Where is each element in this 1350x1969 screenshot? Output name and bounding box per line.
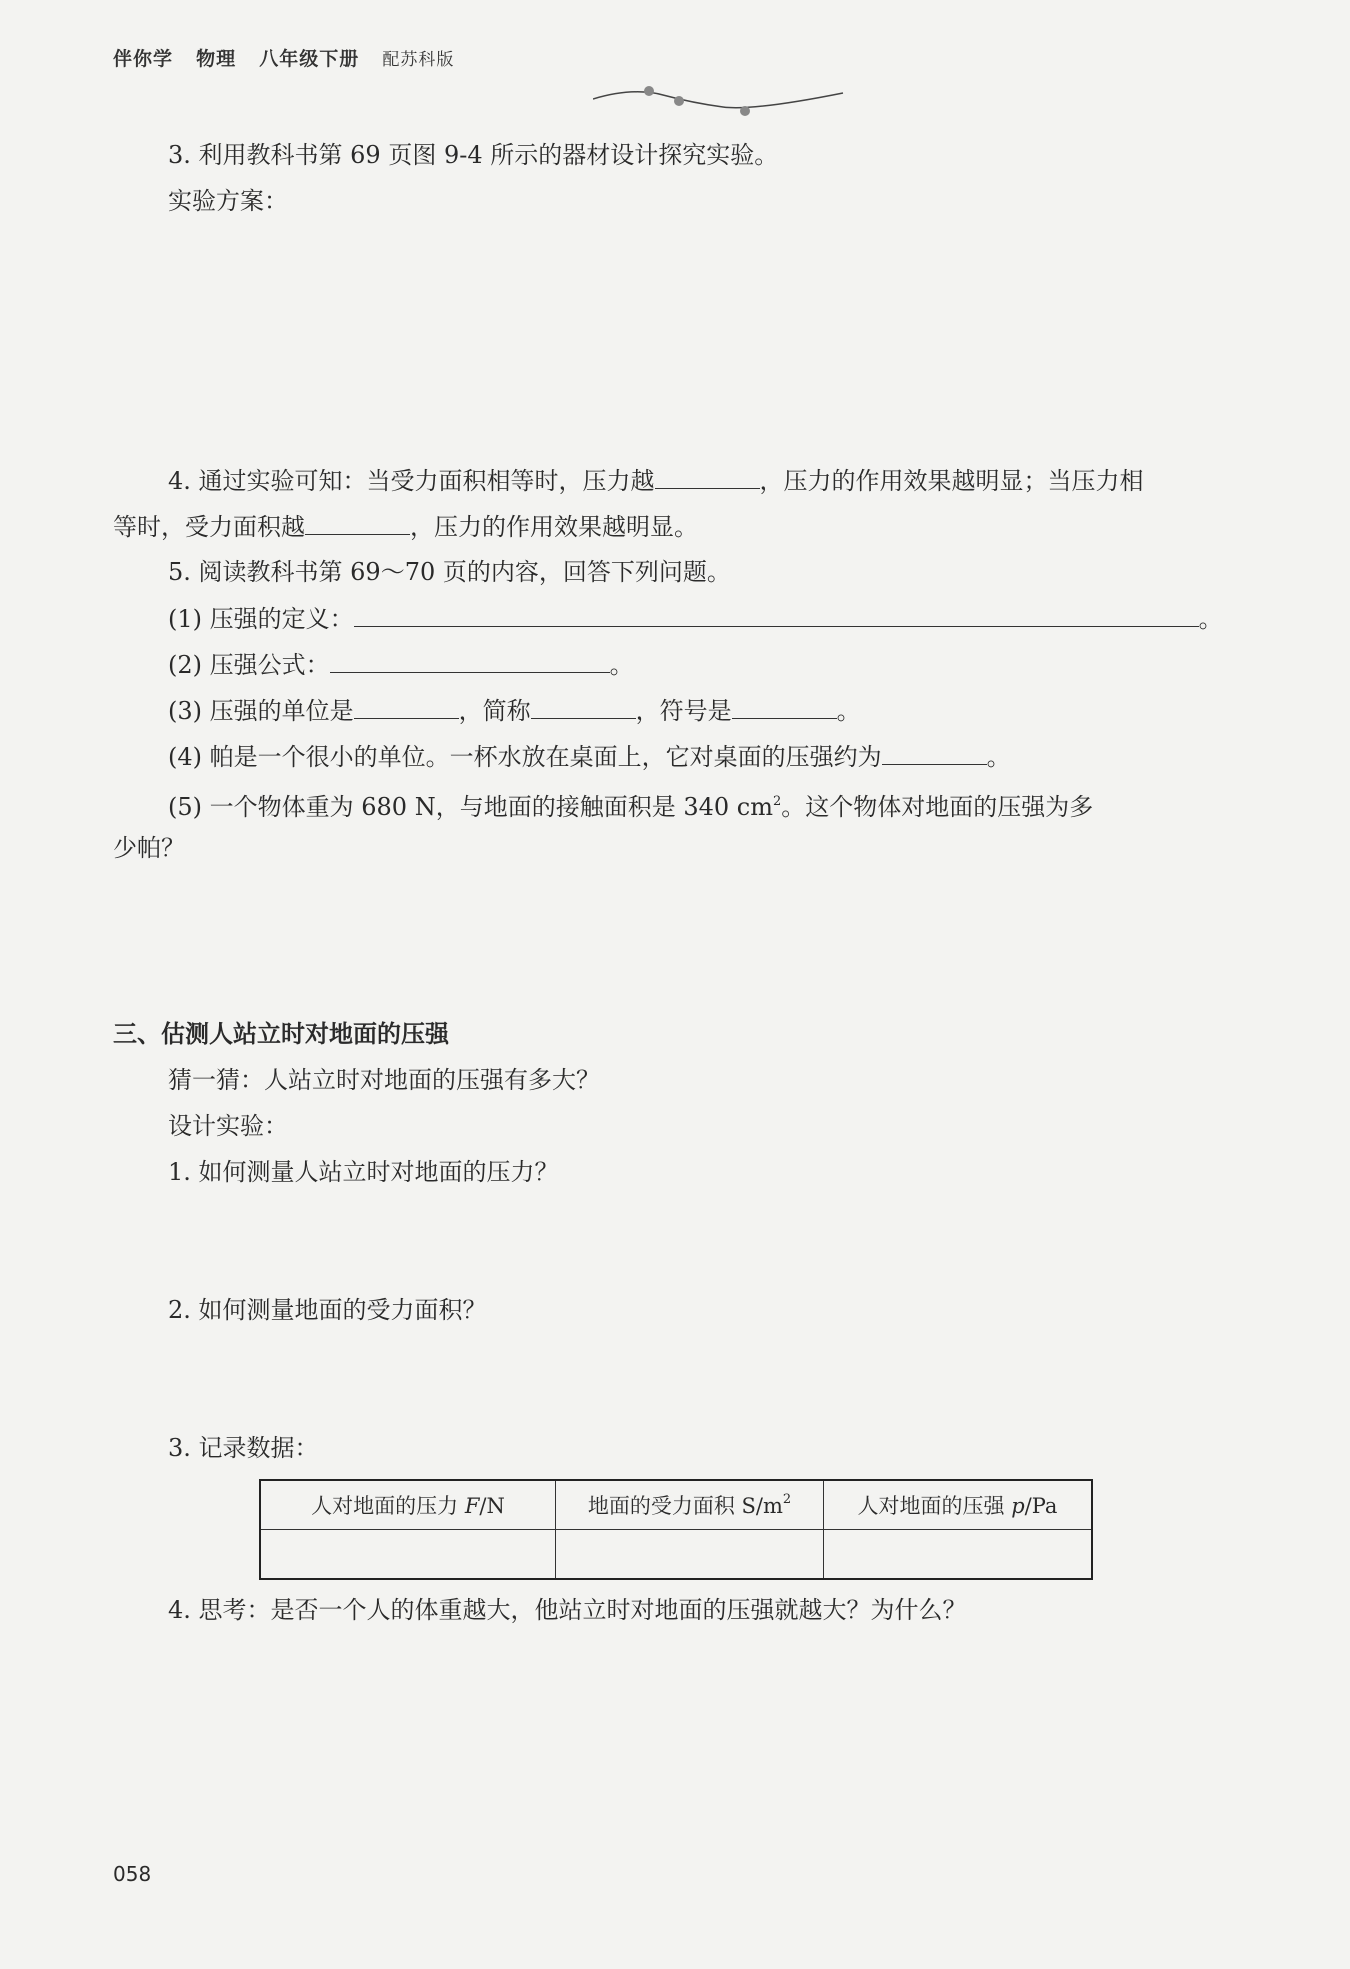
q5-p4-end: 。 xyxy=(986,743,1011,771)
section3-step2: 2. 如何测量地面的受力面积？ xyxy=(168,1296,487,1324)
water-pressure-blank[interactable] xyxy=(882,738,987,765)
q5-intro: 5. 阅读教科书第 69～70 页的内容，回答下列问题。 xyxy=(168,558,731,586)
section3-step3: 3. 记录数据： xyxy=(168,1434,319,1462)
table-header-pressure: 人对地面的压强 p/Pa xyxy=(824,1480,1093,1530)
q5-p2 xyxy=(168,646,634,683)
q4-line2 xyxy=(113,508,698,545)
q5-p3-b: ，简称 xyxy=(458,697,531,725)
table-header-row xyxy=(260,1480,1092,1530)
table-row xyxy=(260,1530,1092,1580)
section3-design: 设计实验： xyxy=(168,1112,288,1140)
q5-p1-label: (1) 压强的定义： xyxy=(168,605,354,633)
unit-short-blank[interactable] xyxy=(531,692,636,719)
q5-p4-label: (4) 帕是一个很小的单位。一杯水放在桌面上，它对桌面的压强约为 xyxy=(168,743,882,771)
q4-line1-a: 4. 通过实验可知：当受力面积相等时，压力越 xyxy=(168,467,655,495)
q5-p3-a: (3) 压强的单位是 xyxy=(168,697,354,725)
section3-step4: 4. 思考：是否一个人的体重越大，他站立时对地面的压强就越大？为什么？ xyxy=(168,1596,967,1624)
q5-p5-b: 。这个物体对地面的压强为多 xyxy=(781,793,1094,821)
q4-line2-b: ，压力的作用效果越明显。 xyxy=(410,513,698,541)
section3-guess: 猜一猜：人站立时对地面的压强有多大？ xyxy=(168,1066,600,1094)
q4-line2-a: 等时，受力面积越 xyxy=(113,513,305,541)
section3-step1: 1. 如何测量人站立时对地面的压力？ xyxy=(168,1158,559,1186)
section3-heading: 三、估测人站立时对地面的压强 xyxy=(113,1020,449,1048)
q5-p1-end: 。 xyxy=(1198,605,1223,633)
q5-p2-label: (2) 压强公式： xyxy=(168,651,330,679)
header-grade: 八年级下册 xyxy=(259,48,360,70)
q5-p2-end: 。 xyxy=(609,651,634,679)
page-header xyxy=(113,44,472,78)
q5-p3-end: 。 xyxy=(836,697,861,725)
header-series: 伴你学 xyxy=(113,48,174,70)
table-cell-force[interactable] xyxy=(260,1530,556,1580)
unit-symbol-blank[interactable] xyxy=(732,692,837,719)
q5-p5-line2: 少帕？ xyxy=(113,834,185,862)
q5-p3-c: ，符号是 xyxy=(635,697,732,725)
q4-line1 xyxy=(168,462,1144,499)
q5-p3 xyxy=(168,692,861,729)
header-edition: 配苏科版 xyxy=(382,50,455,70)
q5-p4 xyxy=(168,738,1011,775)
table-header-area: 地面的受力面积 $S/m^2$ xyxy=(556,1480,824,1530)
table-header-force: 人对地面的压力 F/N xyxy=(260,1480,556,1530)
q4-line1-b: ，压力的作用效果越明显；当压力相 xyxy=(759,467,1144,495)
q4-blank-2[interactable] xyxy=(305,508,410,535)
q4-blank-1[interactable] xyxy=(655,462,760,489)
q5-p5-line1 xyxy=(168,784,1093,825)
header-subject: 物理 xyxy=(196,48,237,70)
header-decoration-icon xyxy=(593,81,853,121)
record-data-table xyxy=(259,1479,1093,1580)
table-cell-pressure[interactable] xyxy=(824,1530,1093,1580)
table-cell-area[interactable] xyxy=(556,1530,824,1580)
q5-p5-a: (5) 一个物体重为 680 N，与地面的接触面积是 340 cm xyxy=(168,793,773,821)
unit-name-blank[interactable] xyxy=(354,692,459,719)
q3-text: 3. 利用教科书第 69 页图 9-4 所示的器材设计探究实验。 xyxy=(168,141,779,169)
q5-p1 xyxy=(168,600,1223,637)
q5-p5-sup: 2 xyxy=(772,794,782,809)
pressure-definition-blank[interactable] xyxy=(354,600,1199,627)
page-number: 058 xyxy=(113,1862,152,1886)
pressure-formula-blank[interactable] xyxy=(330,646,610,673)
q3-plan-label: 实验方案： xyxy=(168,187,288,215)
